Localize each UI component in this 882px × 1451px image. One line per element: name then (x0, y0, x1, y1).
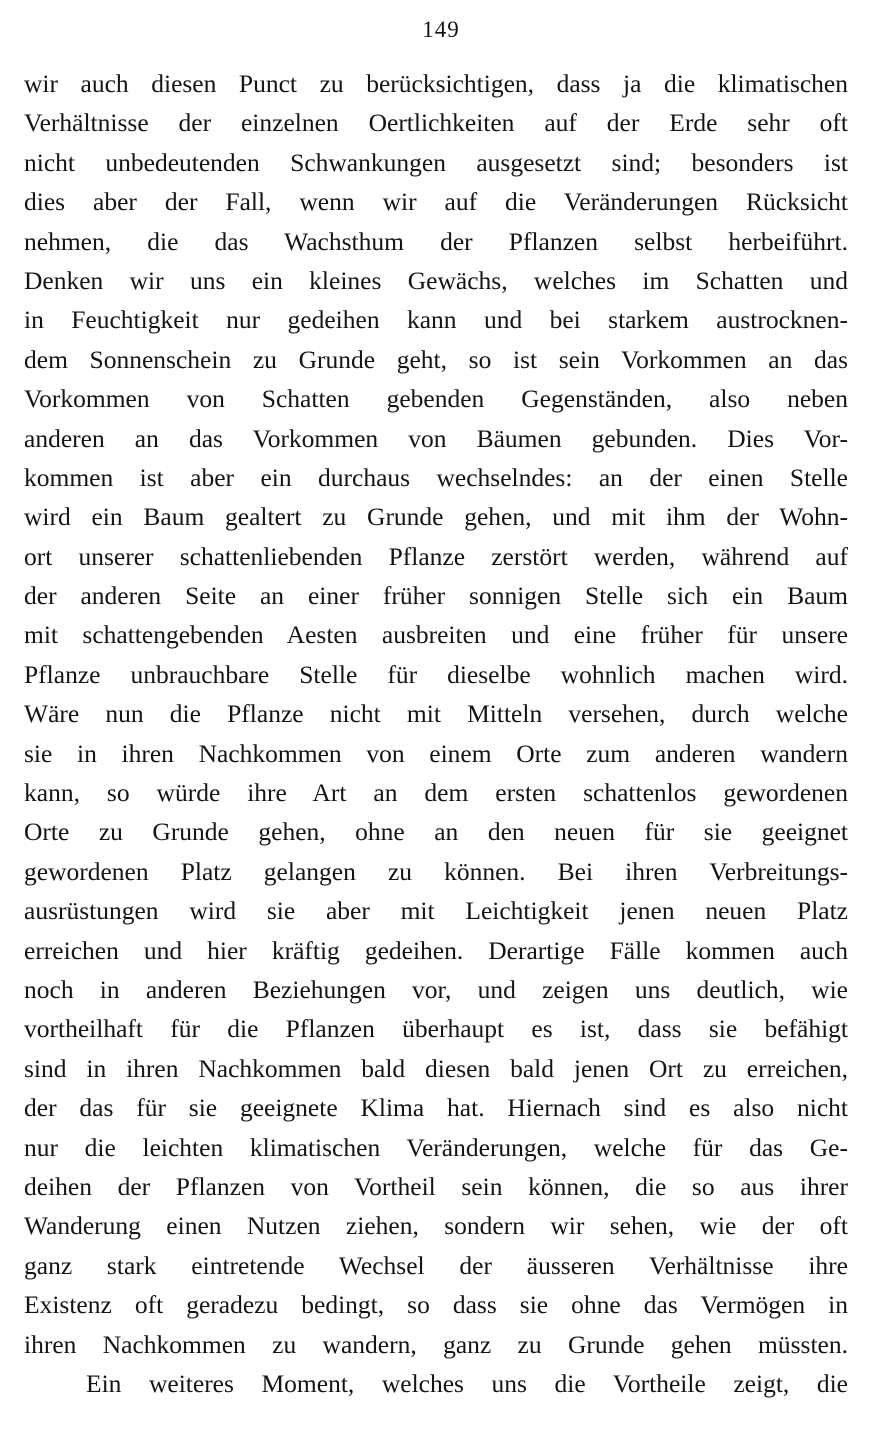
text-line: Denken wir uns ein kleines Gewächs, welches im Schatten und (24, 265, 848, 295)
text-line: nicht unbedeutenden Schwankungen ausgesetzt sind; besonders ist (24, 147, 848, 177)
text-line: ausrüstungen wird sie aber mit Leichtigkeit jenen neuen Platz (24, 896, 848, 926)
text-line: nur die leichten klimatischen Veränderungen, welche für das Ge- (24, 1132, 848, 1162)
text-line: ihren Nachkommen zu wandern, ganz zu Grunde gehen müssten. (24, 1329, 848, 1359)
text-line: wird ein Baum gealtert zu Grunde gehen, und mit ihm der Wohn- (24, 502, 848, 532)
text-line: Vorkommen von Schatten gebenden Gegenständen, also neben (24, 384, 848, 414)
text-line: der anderen Seite an einer früher sonnigen Stelle sich ein Baum (24, 581, 848, 611)
text-line: noch in anderen Beziehungen vor, und zeigen uns deutlich, wie (24, 974, 848, 1004)
text-line: Wäre nun die Pflanze nicht mit Mitteln versehen, durch welche (24, 699, 848, 729)
text-line: sind in ihren Nachkommen bald diesen bald jenen Ort zu erreichen, (24, 1053, 848, 1083)
text-line: sie in ihren Nachkommen von einem Orte zum anderen wandern (24, 738, 848, 768)
text-line: deihen der Pflanzen von Vortheil sein können, die so aus ihrer (24, 1171, 848, 1201)
body-text (24, 64, 848, 1403)
text-line: mit schattengebenden Aesten ausbreiten und eine früher für unsere (24, 620, 848, 650)
text-line: Wanderung einen Nutzen ziehen, sondern wir sehen, wie der oft (24, 1211, 848, 1241)
text-line: Orte zu Grunde gehen, ohne an den neuen für sie geeignet (24, 817, 848, 847)
text-line: kann, so würde ihre Art an dem ersten schattenlos gewordenen (24, 778, 848, 808)
text-line: dem Sonnenschein zu Grunde geht, so ist sein Vorkommen an das (24, 344, 848, 374)
text-line: dies aber der Fall, wenn wir auf die Veränderungen Rücksicht (24, 187, 848, 217)
text-line: der das für sie geeignete Klima hat. Hiernach sind es also nicht (24, 1093, 848, 1123)
text-line: wir auch diesen Punct zu berücksichtigen, dass ja die klimatischen (24, 69, 848, 98)
text-line: erreichen und hier kräftig gedeihen. Derartige Fälle kommen auch (24, 935, 848, 965)
paragraph-first-line: Ein weiteres Moment, welches uns die Vortheile zeigt, die (86, 1368, 848, 1398)
text-line: ganz stark eintretende Wechsel der äusseren Verhältnisse ihre (24, 1250, 848, 1280)
page-number: 149 (422, 17, 460, 42)
text-line: Verhältnisse der einzelnen Oertlichkeiten auf der Erde sehr oft (24, 108, 848, 138)
text-line: Existenz oft geradezu bedingt, so dass sie ohne das Vermögen in (24, 1290, 848, 1320)
text-line: anderen an das Vorkommen von Bäumen gebunden. Dies Vor- (24, 423, 848, 453)
text-line: kommen ist aber ein durchaus wechselndes: an der einen Stelle (24, 462, 848, 492)
text-line: nehmen, die das Wachsthum der Pflanzen selbst herbeiführt. (24, 226, 848, 256)
text-line: in Feuchtigkeit nur gedeihen kann und bei starkem austrocknen- (24, 305, 848, 335)
text-line: vortheilhaft für die Pflanzen überhaupt es ist, dass sie befähigt (24, 1014, 848, 1044)
text-line: ort unserer schattenliebenden Pflanze zerstört werden, während auf (24, 541, 848, 571)
text-line: gewordenen Platz gelangen zu können. Bei ihren Verbreitungs- (24, 856, 848, 886)
text-line: Pflanze unbrauchbare Stelle für dieselbe wohnlich machen wird. (24, 659, 848, 689)
